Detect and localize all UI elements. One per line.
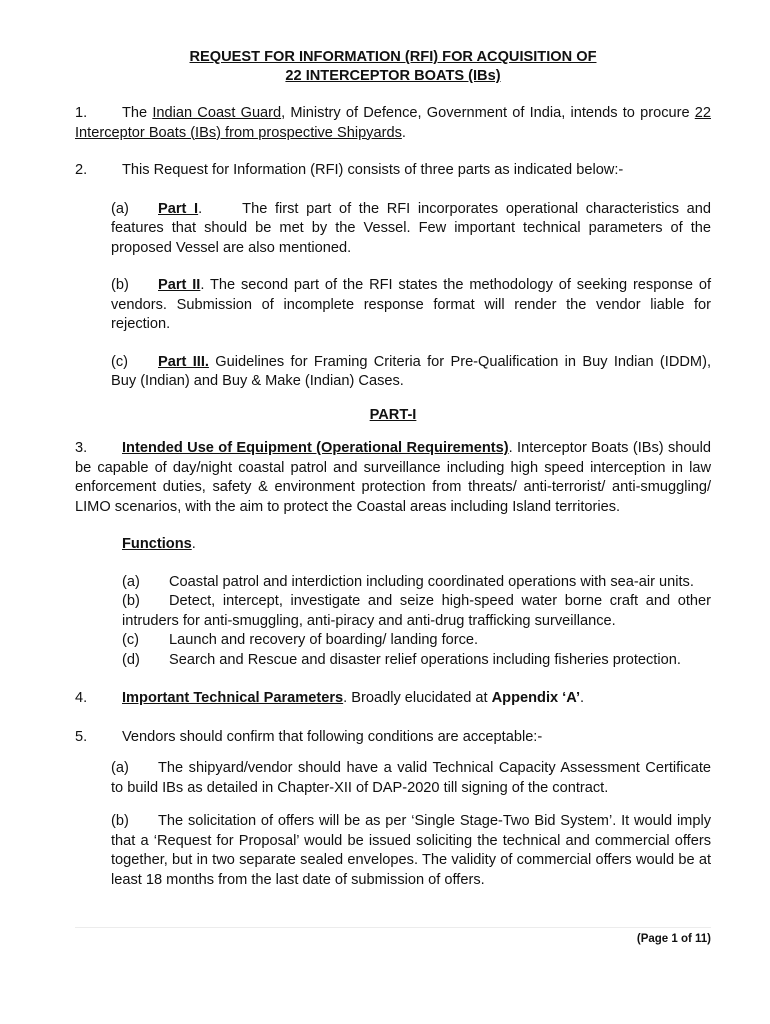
text: . <box>191 536 196 552</box>
text: . <box>200 277 205 293</box>
part-text: The first part of the RFI incorporates operational characteristics and features that should be met by the Vessel. Few important technical parameters of the proposed Vessel are also mentioned. <box>111 200 711 256</box>
paragraph-number: 3. <box>75 440 88 456</box>
item-text: Coastal patrol and interdiction including coordinated operations with sea-air units. <box>169 573 694 590</box>
paragraph-text: . Broadly elucidated at <box>343 690 492 706</box>
paragraph-number: 2. <box>75 162 88 178</box>
paragraph-text: . Interceptor Boats (IBs) should be capable of day/night coastal patrol and surveillance including high speed interception in law enforcement duties, safety & environment protection from threats/ anti-terrorist/ anti-smuggling/ LIMO scenarios, with the aim to protect the Coastal areas including Island territories. <box>75 440 711 515</box>
part-text: The second part of the RFI states the methodology of seeking response of vendors. Submission of incomplete response format will render the vendor liable for rejection. <box>111 277 711 332</box>
footer-divider <box>75 927 711 928</box>
item-label: (c) <box>111 353 129 370</box>
paragraph-number: 5. <box>75 728 88 745</box>
paragraph-2 <box>75 161 711 181</box>
part-3-item <box>75 353 711 392</box>
condition-a <box>75 759 711 798</box>
item-label: (b) <box>111 813 129 829</box>
page-number: (Page 1 of 11) <box>636 933 711 945</box>
paragraph-4 <box>75 689 711 709</box>
list-item <box>122 592 711 631</box>
item-label: (a) <box>111 760 129 776</box>
item-label: (c) <box>122 632 140 648</box>
item-label: (d) <box>122 651 140 668</box>
paragraph-number: 4. <box>75 690 88 706</box>
title-line-1: REQUEST FOR INFORMATION (RFI) FOR ACQUISITION OF <box>189 49 597 65</box>
condition-b <box>75 812 711 890</box>
item-text: Launch and recovery of boarding/ landing force. <box>169 632 479 648</box>
part-title: Part II <box>158 277 201 293</box>
paragraph-text: This Request for Information (RFI) consists of three parts as indicated below:- <box>122 162 624 178</box>
list-item <box>122 573 711 593</box>
procurement-item: 22 Interceptor Boats (IBs) from prospective Shipyards <box>75 105 711 141</box>
paragraph-5 <box>75 728 711 748</box>
appendix-reference: Appendix ‘A’ <box>491 690 581 706</box>
text: , Ministry of Defence, Government of India, intends to procure <box>281 105 695 121</box>
document-page <box>75 48 711 890</box>
paragraph-3 <box>75 439 711 517</box>
part-title: Part III. <box>158 353 209 370</box>
list-item <box>122 631 711 651</box>
text: . <box>580 690 585 706</box>
part-2-item <box>75 276 711 335</box>
paragraph-1 <box>75 104 711 143</box>
item-text: The solicitation of offers will be as per ‘Single Stage-Two Bid System’. It would imply that a ‘Request for Proposal’ would be issued soliciting the technical and commercial offers together, but in two separate sealed envelopes. The validity of commercial offers would be at least 18 months from the last date of submission of offers. <box>111 813 711 888</box>
text: . <box>198 200 203 217</box>
paragraph-number: 1. <box>75 105 88 121</box>
part-1-heading: PART-I <box>369 406 417 423</box>
functions-title: Functions <box>122 536 192 552</box>
functions-list <box>75 573 711 671</box>
item-text: Detect, intercept, investigate and seize high-speed water borne craft and other intruders for anti-smuggling, anti-piracy and anti-drug trafficking surveillance. <box>122 593 711 629</box>
functions-heading <box>75 535 711 555</box>
text: The <box>122 105 153 121</box>
paragraph-heading: Intended Use of Equipment (Operational Requirements) <box>122 440 509 456</box>
part-1-item <box>75 200 711 259</box>
part-title: Part I <box>158 200 199 217</box>
item-label: (a) <box>122 573 140 590</box>
paragraph-heading: Important Technical Parameters <box>122 690 344 706</box>
paragraph-text: Vendors should confirm that following conditions are acceptable:- <box>122 728 543 745</box>
item-label: (b) <box>122 593 140 609</box>
title-line-2: 22 INTERCEPTOR BOATS (IBs) <box>285 68 501 84</box>
item-text: Search and Rescue and disaster relief operations including fisheries protection. <box>169 651 681 668</box>
item-text: The shipyard/vendor should have a valid Technical Capacity Assessment Certificate to build IBs as detailed in Chapter-XII of DAP-2020 till signing of the contract. <box>111 760 711 796</box>
organisation-name: Indian Coast Guard <box>152 105 282 121</box>
list-item <box>122 651 711 671</box>
text: . <box>401 124 406 141</box>
item-label: (b) <box>111 277 129 293</box>
item-label: (a) <box>111 200 129 217</box>
part-text: Guidelines for Framing Criteria for Pre-Qualification in Buy Indian (IDDM), Buy (Indian) and Buy & Make (Indian) Cases. <box>111 353 711 389</box>
